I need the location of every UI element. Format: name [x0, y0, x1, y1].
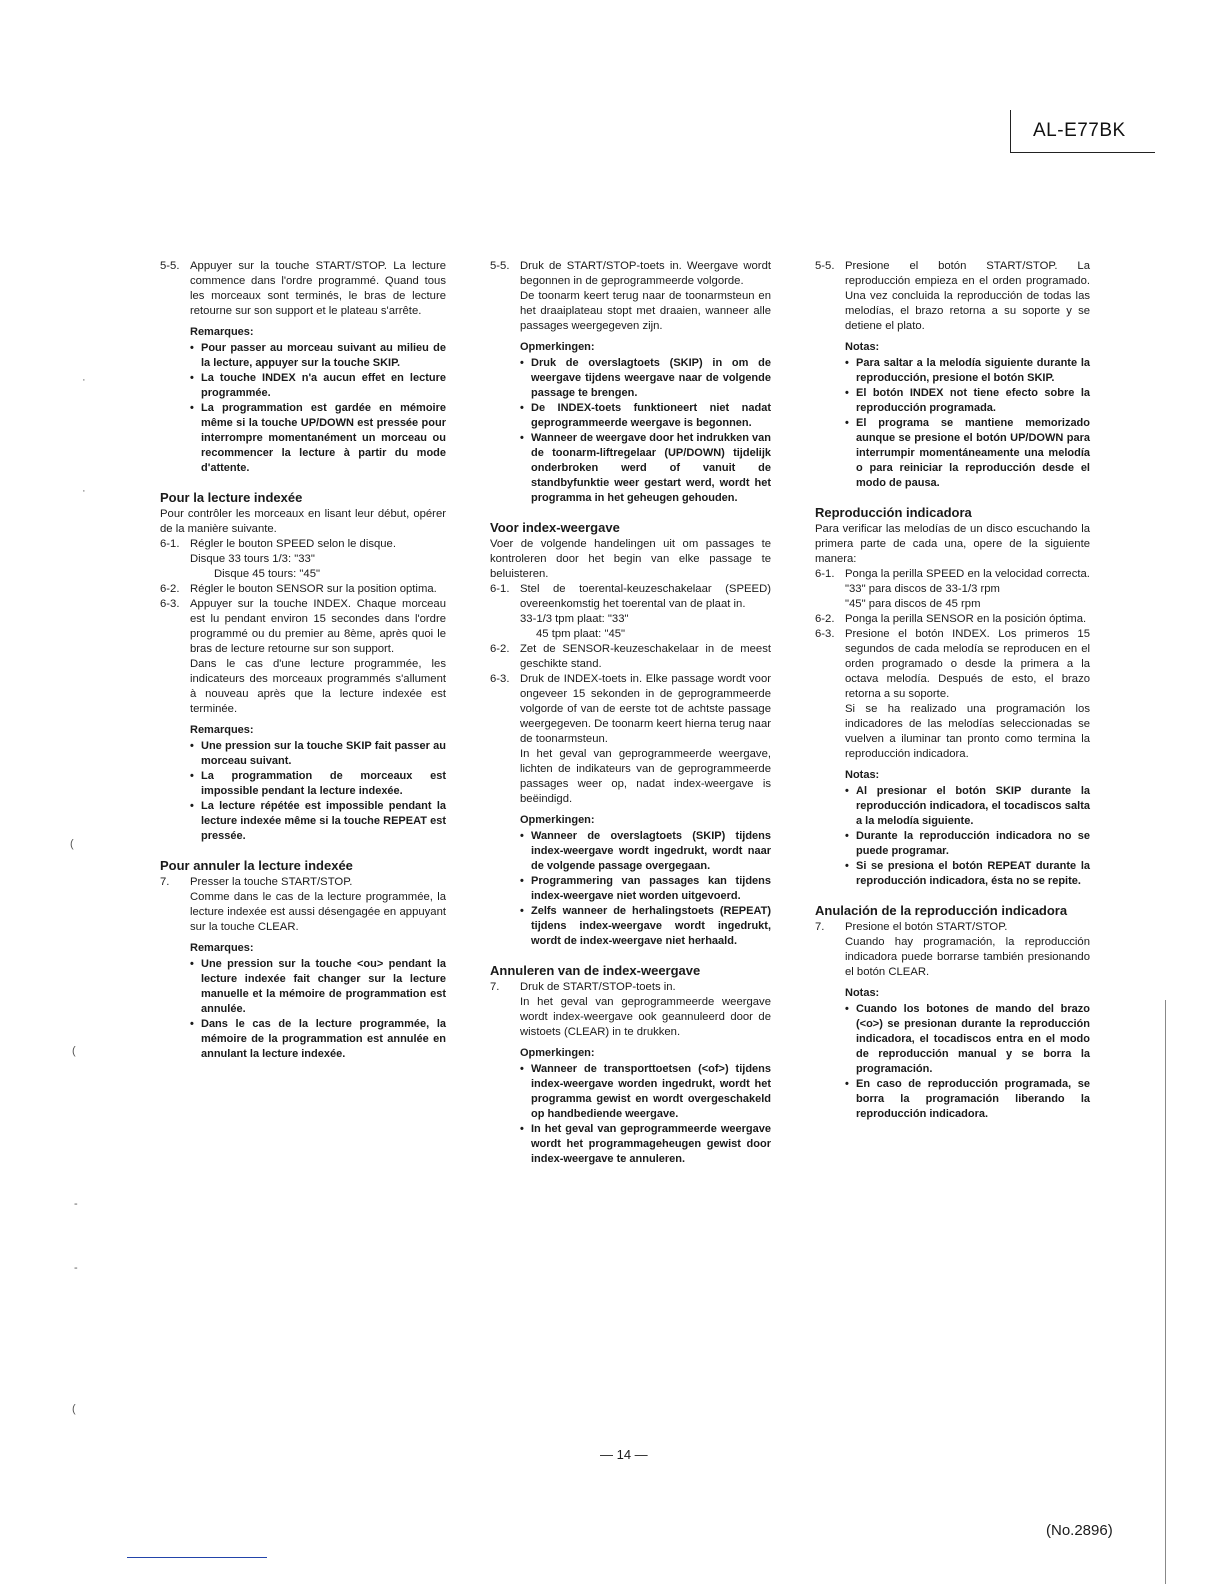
- note-item: • Cuando los botones de mando del brazo (<o>) se presionan durante la reproducción indicadora, el tocadiscos entra en el modo de reproducción manual y se borra la programación.: [845, 1003, 1090, 1075]
- step-7-continued: Comme dans le cas de la lecture programmée, la lecture indexée est aussi désengagée en appuyant sur la touche CLEAR.: [190, 891, 446, 933]
- remarks-block: Opmerkingen: • Wanneer de transporttoetsen (<of>) tijdens index-weergave worden ingedrukt, wordt het programma gewist en wordt overgeschakeld op handbediende weergave. • In het geval van geprogrammeerde weergave wordt het programmageheugen gewist door index-weergave te annuleren.: [520, 1047, 771, 1165]
- speed-45: "45" para discos de 45 rpm: [845, 598, 981, 610]
- footer-rule: [127, 1557, 267, 1558]
- document-number: (No.2896): [1046, 1522, 1113, 1539]
- dutch-column: [490, 259, 771, 1167]
- notes-block: Notas: • Para saltar a la melodía siguiente durante la reproducción, presione el botón SKIP. • El botón INDEX not tiene efecto sobre la reproducción programada. • El programa se mantiene memorizado aunque se presione el botón UP/DOWN para interrumpir momentáneamente una melodía o para reiniciar la reproducción desde el modo de pausa.: [845, 341, 1090, 489]
- remark-item: • Wanneer de transporttoetsen (<of>) tijdens index-weergave worden ingedrukt, wordt het programma gewist en wordt overgeschakeld op handbediende weergave.: [520, 1063, 771, 1120]
- remark-item: • Wanneer de weergave door het indrukken van de toonarm-liftregelaar (UP/DOWN) tijdelijk onderbroken werd of vanuit de standbyfunktie weer gestart werd, wordt het programma in het geheugen gehouden.: [520, 432, 771, 504]
- step-6-2: 6-2. Ponga la perilla SENSOR en la posición óptima.: [815, 613, 1087, 625]
- step-6-3: 6-3. Druk de INDEX-toets in. Elke passage wordt voor ongeveer 15 sekonden in de geprogrammeerde volgorde of van de eerste tot de achtste passage weergegeven. De toonarm keert hierna terug naar de toonarmsteun.: [490, 673, 771, 745]
- step-number: 5-5.: [160, 260, 180, 272]
- speed-33: 33-1/3 tpm plaat: "33": [520, 613, 629, 625]
- remarks-block: Remarques: • Une pression sur la touche <ou> pendant la lecture indexée fait changer sur la lecture manuelle et la mémoire de programmation est annulée. • Dans le cas de la lecture programmée, la mémoire de la programmation est annulée en annulant la lecture indexée.: [190, 942, 446, 1060]
- margin-mark: -: [74, 1198, 78, 1210]
- section-intro: Pour contrôler les morceaux en lisant leur début, opérer de la manière suivante.: [160, 508, 446, 535]
- margin-mark: ·: [82, 485, 86, 497]
- step-7: 7. Presser la touche START/STOP.: [160, 876, 353, 888]
- note-item: • El botón INDEX not tiene efecto sobre la reproducción programada.: [845, 387, 1090, 414]
- step-6-1: 6-1. Stel de toerental-keuzeschakelaar (SPEED) overeenkomstig het toerental van de plaat in.: [490, 583, 771, 610]
- margin-mark: (: [70, 838, 74, 850]
- remarks-block: Opmerkingen: • Druk de overslagtoets (SKIP) in om de weergave tijdens weergave naar de volgende passage te brengen. • De INDEX-toets funktioneert niet nadat geprogrammeerde weergave is begonnen. • Wanneer de weergave door het indrukken van de toonarm-liftregelaar (UP/DOWN) tijdelijk onderbroken werd of vanuit de standbyfunktie weer gestart werd, wordt het programma in het geheugen gehouden.: [520, 341, 771, 504]
- step-6-3: 6-3. Appuyer sur la touche INDEX. Chaque morceau est lu pendant environ 15 secondes dans l'ordre programmé ou du premier au 8ème, après quoi le bras de lecture retourne sur son support.: [160, 598, 446, 655]
- remarks-block: Opmerkingen: • Wanneer de overslagtoets (SKIP) tijdens index-weergave wordt ingedrukt, wordt naar de volgende passage overgegaan. • Programmering van passages kan tijdens index-weergave niet worden uitgevoerd. • Zelfs wanneer de herhalingstoets (REPEAT) tijdens index-weergave wordt ingedrukt, wordt de index-weergave niet herhaald.: [520, 814, 771, 947]
- remark-item: • Druk de overslagtoets (SKIP) in om de weergave tijdens weergave naar de volgende passage te brengen.: [520, 357, 771, 399]
- margin-mark: (: [72, 1403, 76, 1415]
- note-item: • Durante la reproducción indicadora no se puede programar.: [845, 830, 1090, 857]
- section-heading: Pour annuler la lecture indexée: [160, 858, 353, 873]
- step-6-3-continued: Si se ha realizado una programación los indicadores de las melodías seleccionadas se vuelven a iluminar tan pronto como termina la reproducción indicadora.: [845, 703, 1090, 760]
- margin-mark: ·: [82, 374, 86, 386]
- remarks-block: Remarques: • Une pression sur la touche SKIP fait passer au morceau suivant. • La programmation de morceaux est impossible pendant la lecture indexée. • La lecture répétée est impossible pendant la lecture indexée même si la touche REPEAT est pressée.: [190, 724, 446, 842]
- section-heading: Reproducción indicadora: [815, 505, 972, 520]
- section-intro: Voer de volgende handelingen uit om passages te kontroleren door het begin van elke passage te beluisteren.: [490, 538, 771, 580]
- step-text: Appuyer sur la touche START/STOP. La lecture commence dans l'ordre programmé. Quand tous les morceaux sont terminés, le bras de lecture retourne sur son support et le plateau s'arrête.: [190, 260, 446, 317]
- section-heading: Pour la lecture indexée: [160, 490, 303, 505]
- note-item: • Para saltar a la melodía siguiente durante la reproducción, presione el botón SKIP.: [845, 357, 1090, 384]
- step-5-5: 5-5. Druk de START/STOP-toets in. Weergave wordt begonnen in de geprogrammeerde volgorde.: [490, 260, 771, 287]
- spanish-column: [815, 259, 1090, 1122]
- remark-item: • Une pression sur la touche SKIP fait passer au morceau suivant.: [190, 740, 446, 767]
- step-7-continued: Cuando hay programación, la reproducción indicadora puede borrarse también presionando el botón CLEAR.: [845, 936, 1090, 978]
- page-number: — 14 —: [600, 1447, 648, 1462]
- remark-item: • Wanneer de overslagtoets (SKIP) tijdens index-weergave wordt ingedrukt, wordt naar de volgende passage overgegaan.: [520, 830, 771, 872]
- remark-item: • Une pression sur la touche <ou> pendant la lecture indexée fait changer sur la lecture manuelle et la mémoire de programmation est annulée.: [190, 958, 446, 1015]
- section-intro: Para verificar las melodías de un disco escuchando la primera parte de cada una, opere de la siguiente manera:: [815, 523, 1090, 565]
- remark-item: • Dans le cas de la lecture programmée, la mémoire de la programmation est annulée en annulant la lecture indexée.: [190, 1018, 446, 1060]
- model-header-box: [1010, 110, 1155, 153]
- remark-item: • La lecture répétée est impossible pendant la lecture indexée même si la touche REPEAT est pressée.: [190, 800, 446, 842]
- remarks-title: Remarques:: [190, 326, 254, 338]
- margin-mark: -: [74, 1262, 78, 1274]
- remark-item: • De INDEX-toets funktioneert niet nadat geprogrammeerde weergave is begonnen.: [520, 402, 771, 429]
- remark-item: • Programmering van passages kan tijdens index-weergave niet worden uitgevoerd.: [520, 875, 771, 902]
- step-7-continued: In het geval van geprogrammeerde weergave wordt index-weergave ook geannuleerd door de wistoets (CLEAR) in te drukken.: [520, 996, 771, 1038]
- section-heading: Annuleren van de index-weergave: [490, 963, 701, 978]
- remark-item: • La programmation de morceaux est impossible pendant la lecture indexée.: [190, 770, 446, 797]
- step-7: 7. Presione el botón START/STOP.: [815, 921, 1008, 933]
- french-column: [160, 259, 446, 1062]
- note-item: • El programa se mantiene memorizado aunque se presione el botón UP/DOWN para interrumpir momentáneamente una melodía o para reiniciar la reproducción desde el modo de pausa.: [845, 417, 1090, 489]
- disc-speed-45: Disque 45 tours: "45": [214, 568, 320, 580]
- remark-item: • La touche INDEX n'a aucun effet en lecture programmée.: [190, 372, 446, 399]
- step-6-3-continued: In het geval van geprogrammeerde weergave, lichten de indikateurs van de geprogrammeerde passages weer op, nadat index-weergave is beëindigd.: [520, 748, 771, 805]
- note-item: • Si se presiona el botón REPEAT durante la reproducción indicadora, ésta no se repite.: [845, 860, 1090, 887]
- section-heading: Voor index-weergave: [490, 520, 620, 535]
- section-heading: Anulación de la reproducción indicadora: [815, 903, 1068, 918]
- step-5-5: 5-5. Presione el botón START/STOP. La reproducción empieza en el orden programado. Una vez concluida la reproducción de todas las melodías, el brazo retorna a su soporte y se detiene el plato.: [815, 260, 1090, 332]
- model-number: AL-E77BK: [1033, 120, 1126, 141]
- notes-block: Notas: • Al presionar el botón SKIP durante la reproducción indicadora, el tocadiscos salta a la melodía siguiente. • Durante la reproducción indicadora no se puede programar. • Si se presiona el botón REPEAT durante la reproducción indicadora, ésta no se repite.: [845, 769, 1090, 887]
- remark-item: • Pour passer au morceau suivant au milieu de la lecture, appuyer sur la touche SKIP.: [190, 342, 446, 369]
- speed-45: 45 tpm plaat: "45": [536, 628, 626, 640]
- remark-item: • In het geval van geprogrammeerde weergave wordt het programmageheugen gewist door index-weergave te annuleren.: [520, 1123, 771, 1165]
- remark-item: • La programmation est gardée en mémoire même si la touche UP/DOWN est pressée pour interrompre momentanément un morceau ou recommencer la lecture à partir du mode d'attente.: [190, 402, 446, 474]
- remarks-block: [190, 325, 446, 476]
- step-5-5-continued: De toonarm keert terug naar de toonarmsteun en het draaiplateau stopt met draaien, wanneer alle passages weergegeven zijn.: [520, 290, 771, 332]
- step-6-1: 6-1. Régler le bouton SPEED selon le disque.: [160, 538, 396, 550]
- step-6-1: 6-1. Ponga la perilla SPEED en la velocidad correcta.: [815, 568, 1090, 580]
- note-item: • Al presionar el botón SKIP durante la reproducción indicadora, el tocadiscos salta a la melodía siguiente.: [845, 785, 1090, 827]
- scan-edge-line: [1165, 1000, 1166, 1584]
- speed-33: "33" para discos de 33-1/3 rpm: [845, 583, 1000, 595]
- step-5-5: [160, 259, 446, 319]
- step-7: 7. Druk de START/STOP-toets in.: [490, 981, 676, 993]
- step-6-3-continued: Dans le cas d'une lecture programmée, les indicateurs des morceaux programmés s'allument à nouveau après que la lecture indexée est terminée.: [190, 658, 446, 715]
- disc-speed-33: Disque 33 tours 1/3: "33": [190, 553, 315, 565]
- step-6-3: 6-3. Presione el botón INDEX. Los primeros 15 segundos de cada melodía se reproducen en el orden programado o desde la primera a la octava melodía. Después de esto, el brazo retorna a su soporte.: [815, 628, 1090, 700]
- remark-item: • Zelfs wanneer de herhalingstoets (REPEAT) tijdens index-weergave wordt ingedrukt, wordt de index-weergave niet herhaald.: [520, 905, 771, 947]
- notes-block: Notas: • Cuando los botones de mando del brazo (<o>) se presionan durante la reproducción indicadora, el tocadiscos entra en el modo de reproducción manual y se borra la programación. • En caso de reproducción programada, se borra la programación liberando la reproducción indicadora.: [845, 987, 1090, 1120]
- step-6-2: 6-2. Zet de SENSOR-keuzeschakelaar in de meest geschikte stand.: [490, 643, 771, 670]
- note-item: • En caso de reproducción programada, se borra la programación liberando la reproducción indicadora.: [845, 1078, 1090, 1120]
- step-6-2: 6-2. Régler le bouton SENSOR sur la position optima.: [160, 583, 437, 595]
- margin-mark: (: [72, 1045, 76, 1057]
